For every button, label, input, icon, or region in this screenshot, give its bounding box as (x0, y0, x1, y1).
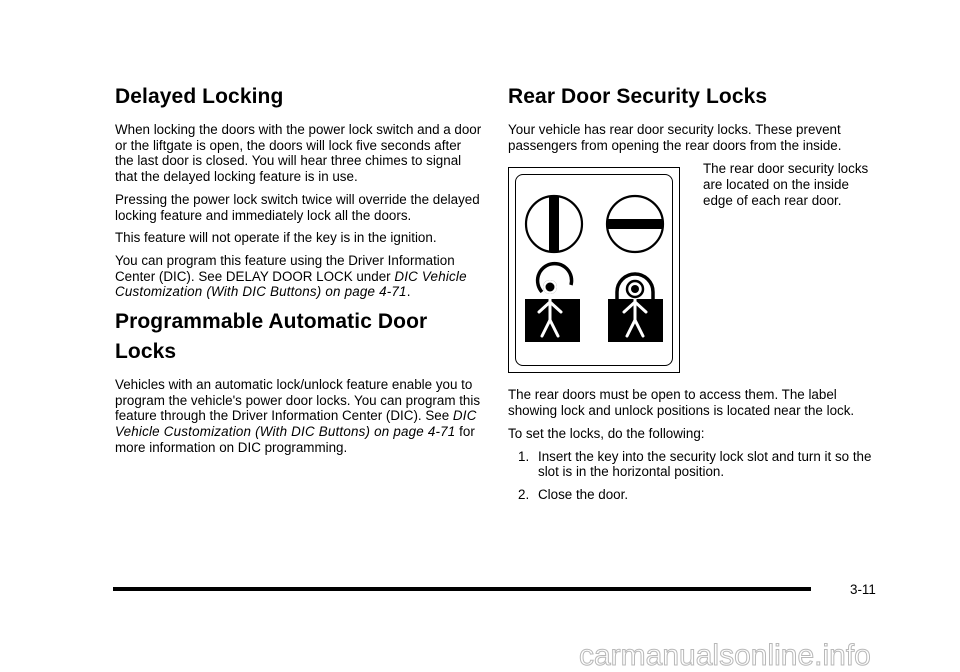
step-text: Insert the key into the security lock slot and turn it so the slot is in the horizontal position. (538, 448, 872, 480)
dic-reference-link[interactable]: DIC Vehicle Customization (With DIC Buttons) on page 4-71 (115, 268, 467, 300)
step-number: 2. (518, 486, 530, 502)
page-number: 3-11 (850, 582, 876, 597)
dic-reference-link-2[interactable]: DIC Vehicle Customization (With DIC Buttons) on page 4-71 (115, 408, 477, 440)
programmable-text: Vehicles with an automatic lock/unlock feature enable you to program the vehicle's power door locks. You can program this feature through the Driver Information Center (DIC). See (115, 377, 481, 424)
list-item (508, 487, 880, 503)
watermark: carmanualsonline.info (579, 639, 871, 672)
figure-row (508, 161, 880, 373)
dic-text-end: . (406, 284, 411, 300)
dic-text: You can program this feature using the Driver Information Center (DIC). See DELAY DOOR LOCK under (115, 252, 455, 284)
rear-door-intro: Your vehicle has rear door security locks. These prevent passengers from opening the rear doors from the inside. (508, 122, 842, 153)
child-unlocked-icon (525, 264, 580, 342)
step-text: Close the door. (538, 486, 629, 502)
right-column (508, 82, 880, 510)
left-column (115, 82, 483, 463)
delayed-locking-paragraph-4 (115, 253, 483, 300)
lock-horizontal-slot-icon (607, 196, 663, 252)
delayed-locking-paragraph-1: When locking the doors with the power lock switch and a door or the liftgate is open, the doors will lock five seconds after the last door is closed. You will hear three chimes to signal that the delayed locking feature is in use. (115, 122, 482, 185)
delayed-locking-paragraph-2: Pressing the power lock switch twice will override the delayed locking feature and immediately lock all the doors. (115, 191, 480, 223)
step-number: 1. (518, 448, 530, 464)
footer-rule (113, 587, 811, 591)
security-lock-label-figure (508, 167, 680, 373)
programmable-locks-heading: Programmable Automatic Door Locks (115, 310, 428, 364)
rear-door-locks-heading: Rear Door Security Locks (508, 85, 768, 108)
lock-vertical-slot-icon (526, 196, 582, 252)
delayed-locking-paragraph-3: This feature will not operate if the key is in the ignition. (115, 230, 437, 246)
rear-door-paragraph-2: The rear doors must be open to access them. The label showing lock and unlock positions is located near the lock. (508, 387, 855, 419)
list-item (508, 449, 880, 480)
programmable-text-end: for more information on DIC programming. (115, 424, 475, 455)
lock-steps-list (508, 449, 880, 503)
programmable-locks-paragraph (115, 377, 483, 456)
child-locked-icon (608, 274, 663, 342)
delayed-locking-heading: Delayed Locking (115, 85, 284, 108)
rear-door-paragraph-3: To set the locks, do the following: (508, 425, 705, 441)
lock-positions-illustration (509, 168, 681, 374)
figure-caption: The rear door security locks are located on the inside edge of each rear door. (703, 161, 869, 208)
